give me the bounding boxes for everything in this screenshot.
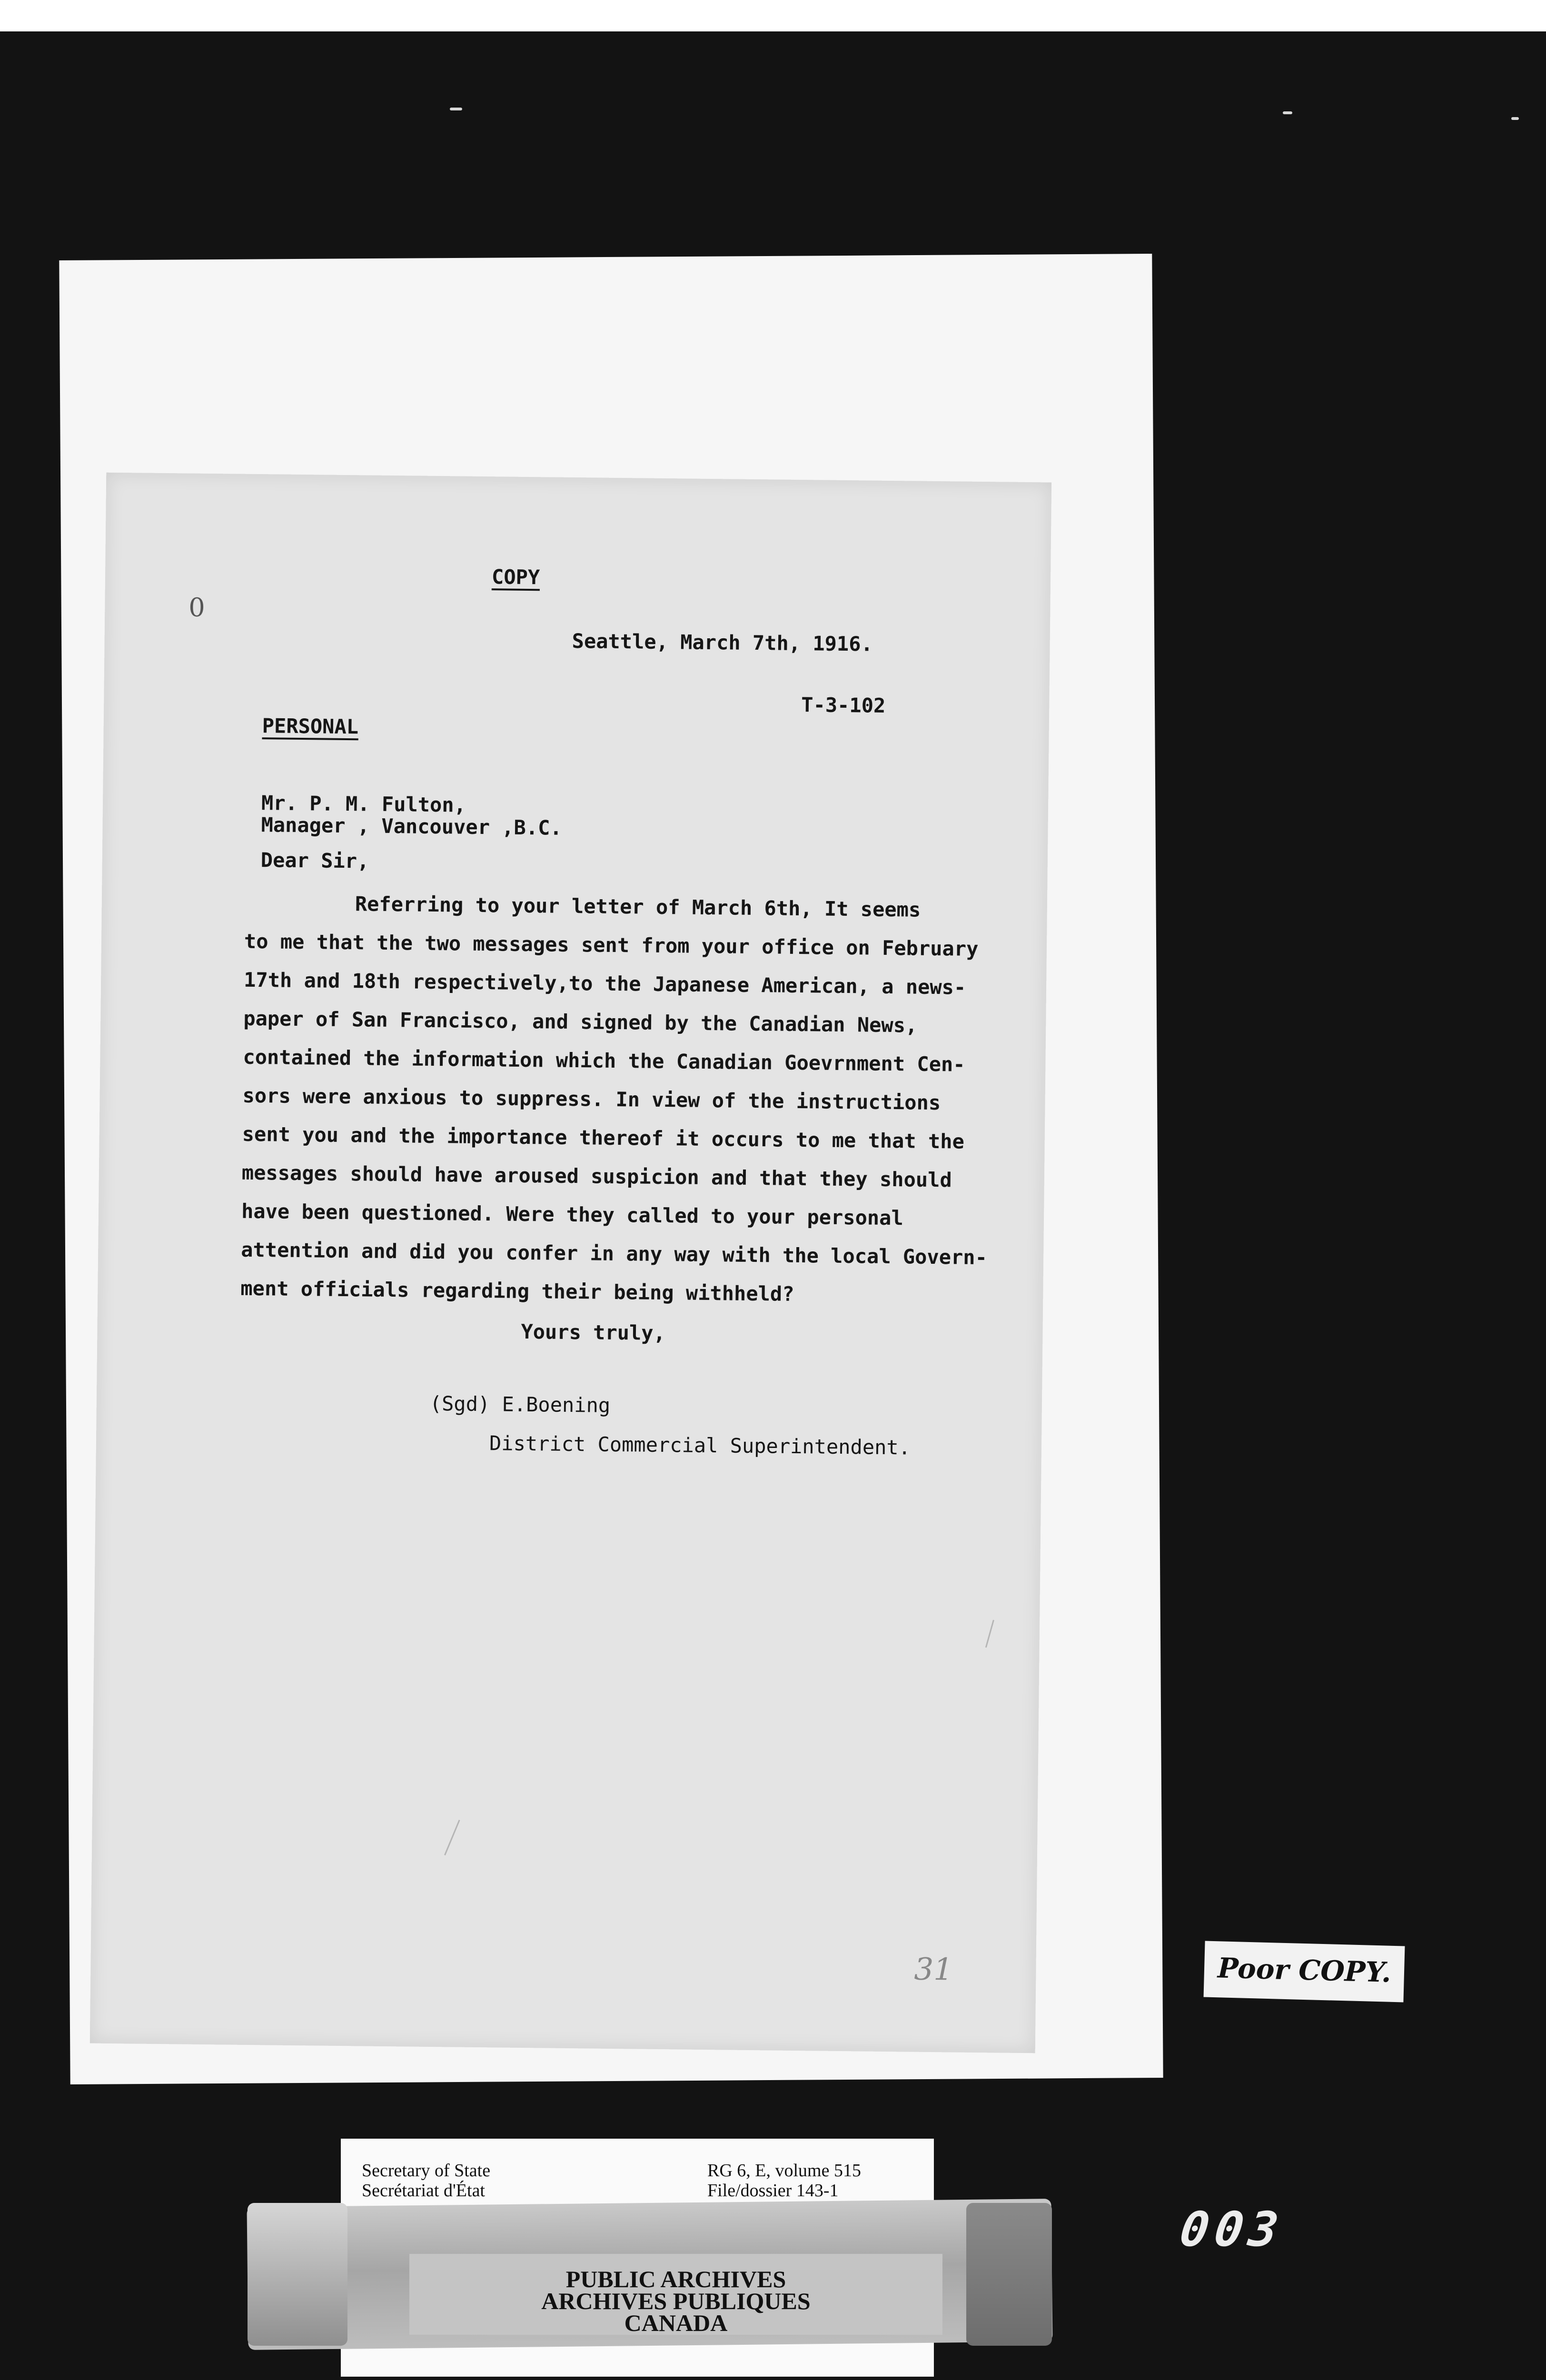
- body-line: Referring to your letter of March 6th, It seems: [355, 892, 921, 922]
- place-date: Seattle, March 7th, 1916.: [572, 629, 873, 656]
- salutation: Dear Sir,: [260, 848, 369, 873]
- film-speck: [450, 108, 462, 110]
- body-line: attention and did you confer in any way with the local Govern-: [240, 1238, 988, 1269]
- body-line: paper of San Francisco, and signed by the Canadian News,: [243, 1006, 918, 1037]
- poor-copy-note: [1204, 1941, 1405, 2003]
- body-line: sent you and the importance thereof it occurs to me that the: [242, 1122, 965, 1153]
- classification-heading: PERSONAL: [262, 714, 359, 739]
- department-french: Secrétariat d'État: [362, 2181, 485, 2201]
- paper-scratch: [985, 1620, 994, 1648]
- tape-end-right: [966, 2203, 1052, 2346]
- department-english: Secretary of State: [362, 2161, 491, 2181]
- body-line: 17th and 18th respectively,to the Japanese American, a news-: [243, 968, 966, 999]
- poor-copy-text: Poor COPY.: [1217, 1952, 1392, 1989]
- reference-number: T-3-102: [801, 693, 886, 717]
- record-group: RG 6, E, volume 515: [707, 2161, 861, 2181]
- body-line: messages should have aroused suspicion and that they should: [241, 1160, 952, 1192]
- archives-stamp: [409, 2254, 942, 2335]
- body-line: to me that the two messages sent from your office on February: [244, 929, 979, 961]
- margin-mark: 0: [188, 592, 206, 623]
- body-line: contained the information which the Canadian Goevrnment Cen-: [243, 1045, 965, 1076]
- body-line: ment officials regarding their being withheld?: [240, 1276, 794, 1306]
- stamp-line-fr: ARCHIVES PUBLIQUES: [541, 2288, 811, 2314]
- tape-end-left: [248, 2203, 347, 2346]
- closing: Yours truly,: [521, 1319, 666, 1345]
- body-line: have been questioned. Were they called to your personal: [241, 1199, 904, 1230]
- letter-page: [90, 473, 1051, 2053]
- signature: (Sgd) E.Boening: [429, 1391, 611, 1417]
- paper-scratch: [444, 1820, 460, 1855]
- film-speck: [1283, 111, 1292, 114]
- file-number: File/dossier 143-1: [707, 2181, 839, 2201]
- body-line: sors were anxious to suppress. In view of the instructions: [242, 1083, 941, 1115]
- handwritten-page-number: 31: [914, 1952, 953, 1988]
- recipient-address: Manager , Vancouver ,B.C.: [261, 813, 562, 840]
- film-speck: [1511, 117, 1519, 120]
- recipient-name: Mr. P. M. Fulton,: [261, 791, 466, 817]
- signature-title: District Commercial Superintendent.: [489, 1431, 911, 1459]
- copy-label: COPY: [491, 565, 540, 589]
- frame-number: 003: [1176, 2202, 1288, 2257]
- stamp-line-country: CANADA: [624, 2310, 728, 2336]
- stamp-line-en: PUBLIC ARCHIVES: [565, 2266, 786, 2292]
